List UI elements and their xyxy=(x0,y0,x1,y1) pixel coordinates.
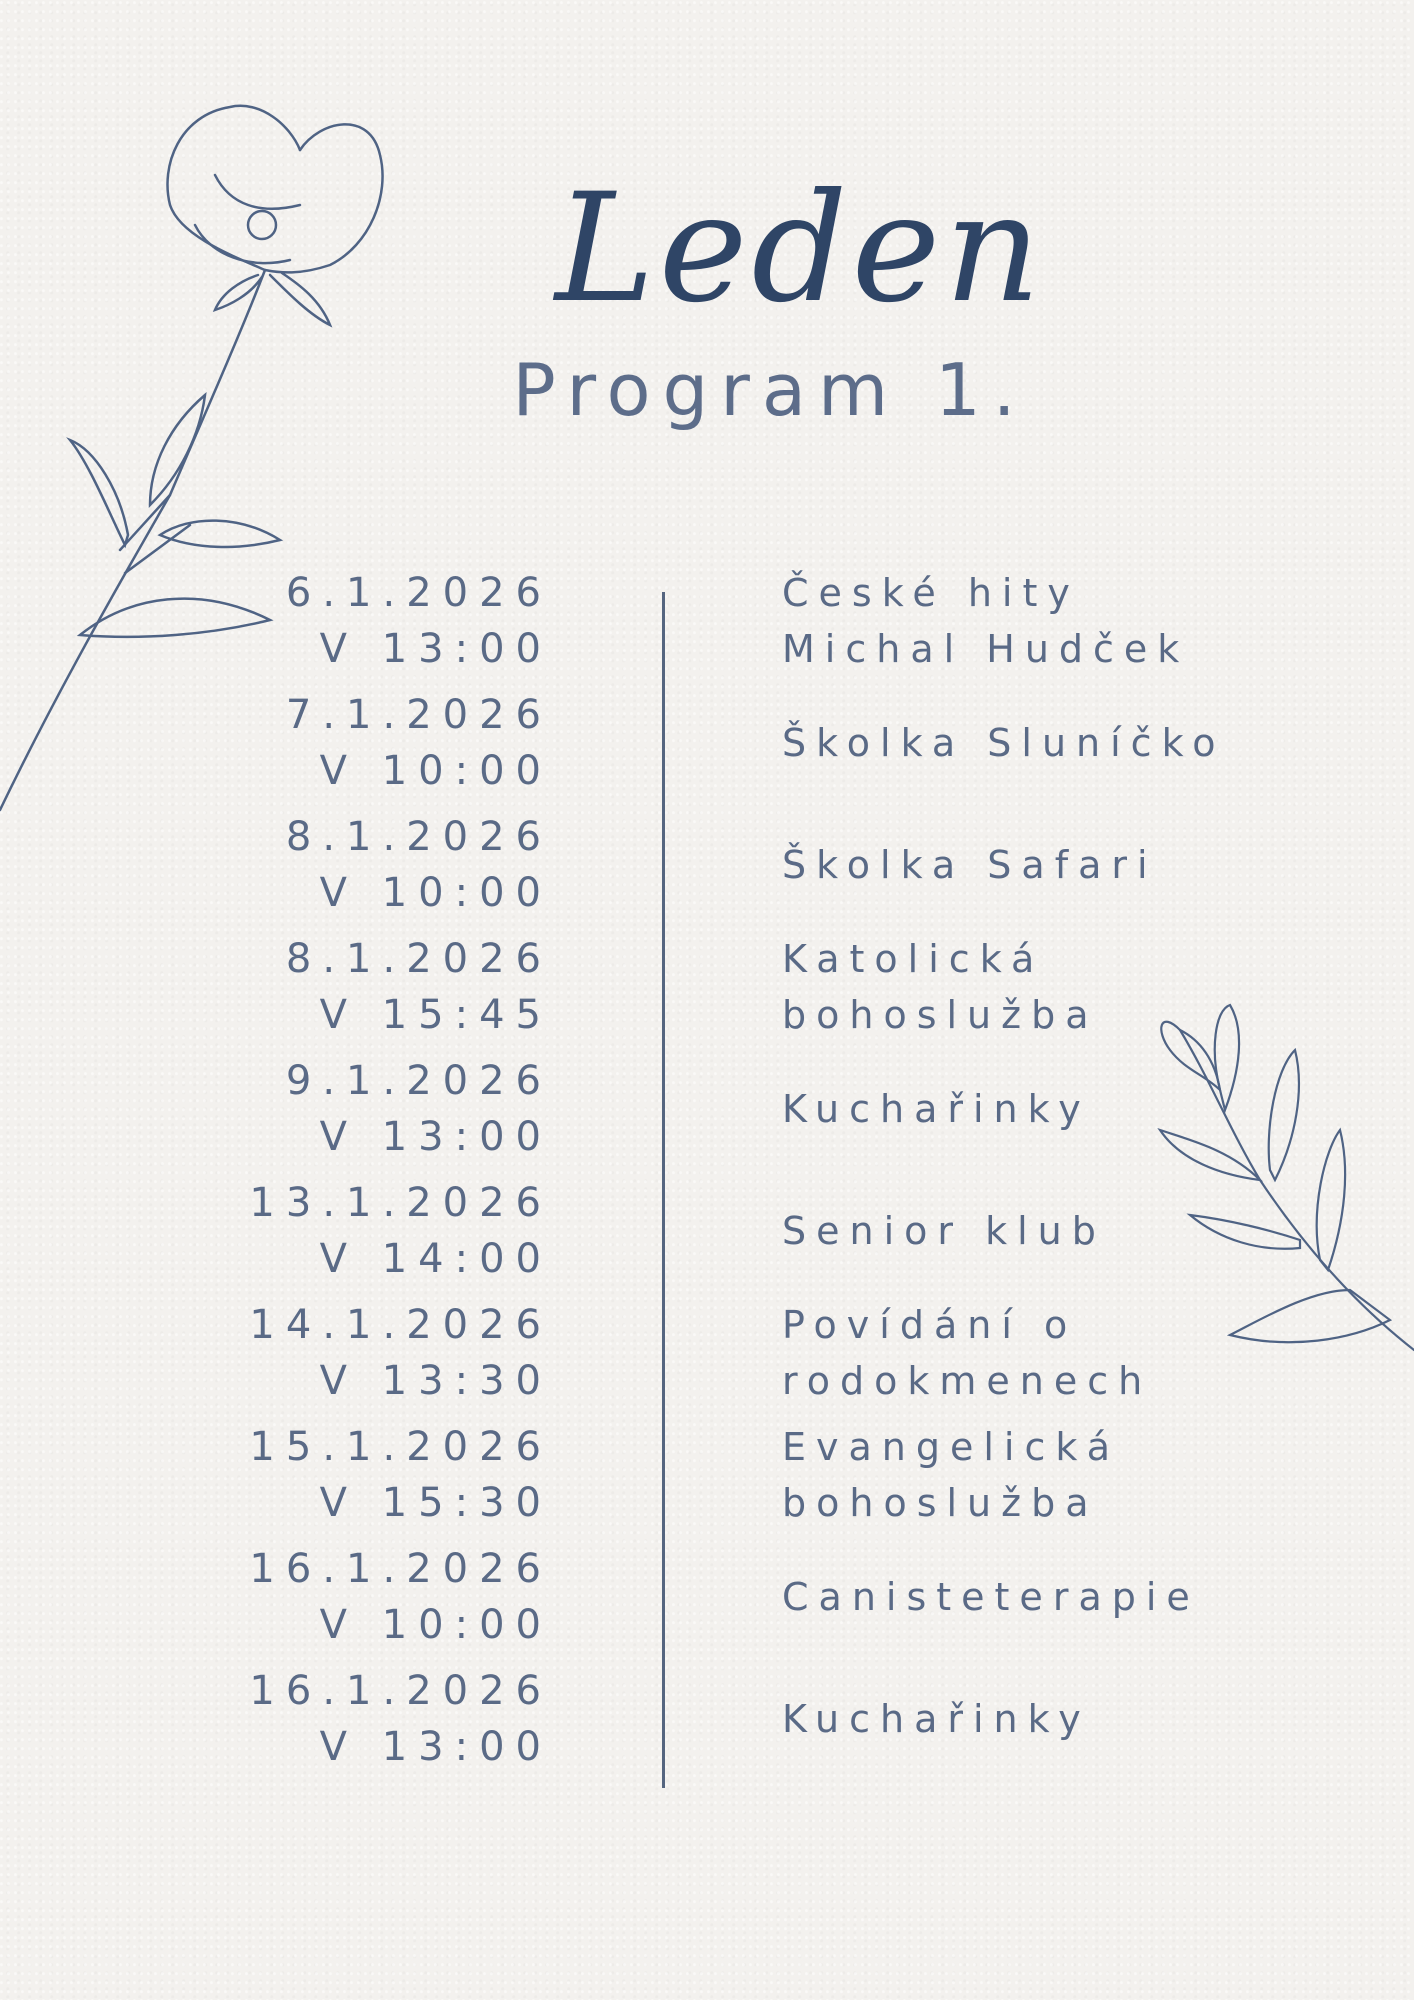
schedule-event xyxy=(782,1414,1120,1536)
schedule-date: 15.1.2026 xyxy=(249,1424,552,1470)
event-line: Canisteterapie xyxy=(782,1575,1200,1619)
schedule-date-entry xyxy=(286,682,552,804)
schedule-event xyxy=(782,926,1099,1048)
schedule-event xyxy=(782,1658,1091,1780)
schedule-date-entry xyxy=(286,560,552,682)
schedule-date: 14.1.2026 xyxy=(249,1302,552,1348)
schedule-date-entry xyxy=(286,1048,552,1170)
schedule-event xyxy=(782,1292,1152,1414)
schedule-time: V 14:00 xyxy=(319,1236,552,1282)
schedule-date: 8.1.2026 xyxy=(285,936,552,982)
schedule-date-entry xyxy=(249,1414,552,1536)
schedule-time: V 10:00 xyxy=(319,1602,552,1648)
event-line: Kuchařinky xyxy=(782,1697,1091,1741)
schedule-date-entry xyxy=(249,1536,552,1658)
schedule-date: 9.1.2026 xyxy=(285,1058,552,1104)
schedule-date-entry xyxy=(249,1658,552,1780)
event-line: Katolická xyxy=(782,937,1045,981)
schedule-time: V 10:00 xyxy=(319,870,552,916)
page-subtitle: Program 1. xyxy=(512,348,1028,432)
schedule-time: V 13:30 xyxy=(319,1358,552,1404)
schedule-event xyxy=(782,1170,1106,1292)
schedule-date: 8.1.2026 xyxy=(285,814,552,860)
schedule-date-entry xyxy=(286,804,552,926)
leaf-branch-icon xyxy=(1150,990,1414,1380)
event-line: Michal Hudček xyxy=(782,627,1190,671)
event-line: rodokmenech xyxy=(782,1359,1153,1403)
schedule-date-entry xyxy=(249,1170,552,1292)
event-line: Školka Sluníčko xyxy=(782,721,1226,765)
schedule-event xyxy=(782,804,1158,926)
event-line: bohoslužba xyxy=(782,993,1099,1037)
page-title-text: Leden xyxy=(555,162,1045,336)
event-line: Kuchařinky xyxy=(782,1087,1091,1131)
schedule-time: V 10:00 xyxy=(319,748,552,794)
schedule-date: 7.1.2026 xyxy=(285,692,552,738)
schedule-event xyxy=(782,1536,1200,1658)
schedule-date: 16.1.2026 xyxy=(249,1546,552,1592)
schedule-date: 13.1.2026 xyxy=(249,1180,552,1226)
schedule-time: V 15:30 xyxy=(319,1480,552,1526)
schedule-date-entry xyxy=(249,1292,552,1414)
schedule-time: V 15:45 xyxy=(319,992,552,1038)
event-line: Evangelická xyxy=(782,1425,1120,1469)
event-line: České hity xyxy=(782,571,1080,615)
column-divider xyxy=(662,592,665,1788)
event-line: Senior klub xyxy=(782,1209,1106,1253)
event-line: Školka Safari xyxy=(782,843,1158,887)
schedule-date-entry xyxy=(286,926,552,1048)
schedule-time: V 13:00 xyxy=(319,1724,552,1770)
schedule-time: V 13:00 xyxy=(319,1114,552,1160)
page-title xyxy=(500,110,1100,340)
schedule-time: V 13:00 xyxy=(319,626,552,672)
schedule-date: 6.1.2026 xyxy=(285,570,552,616)
event-line: Povídání o xyxy=(782,1303,1078,1347)
schedule-date: 16.1.2026 xyxy=(249,1668,552,1714)
schedule-event xyxy=(782,1048,1091,1170)
event-line: bohoslužba xyxy=(782,1481,1099,1525)
schedule-event xyxy=(782,682,1225,804)
schedule-event xyxy=(782,560,1189,682)
